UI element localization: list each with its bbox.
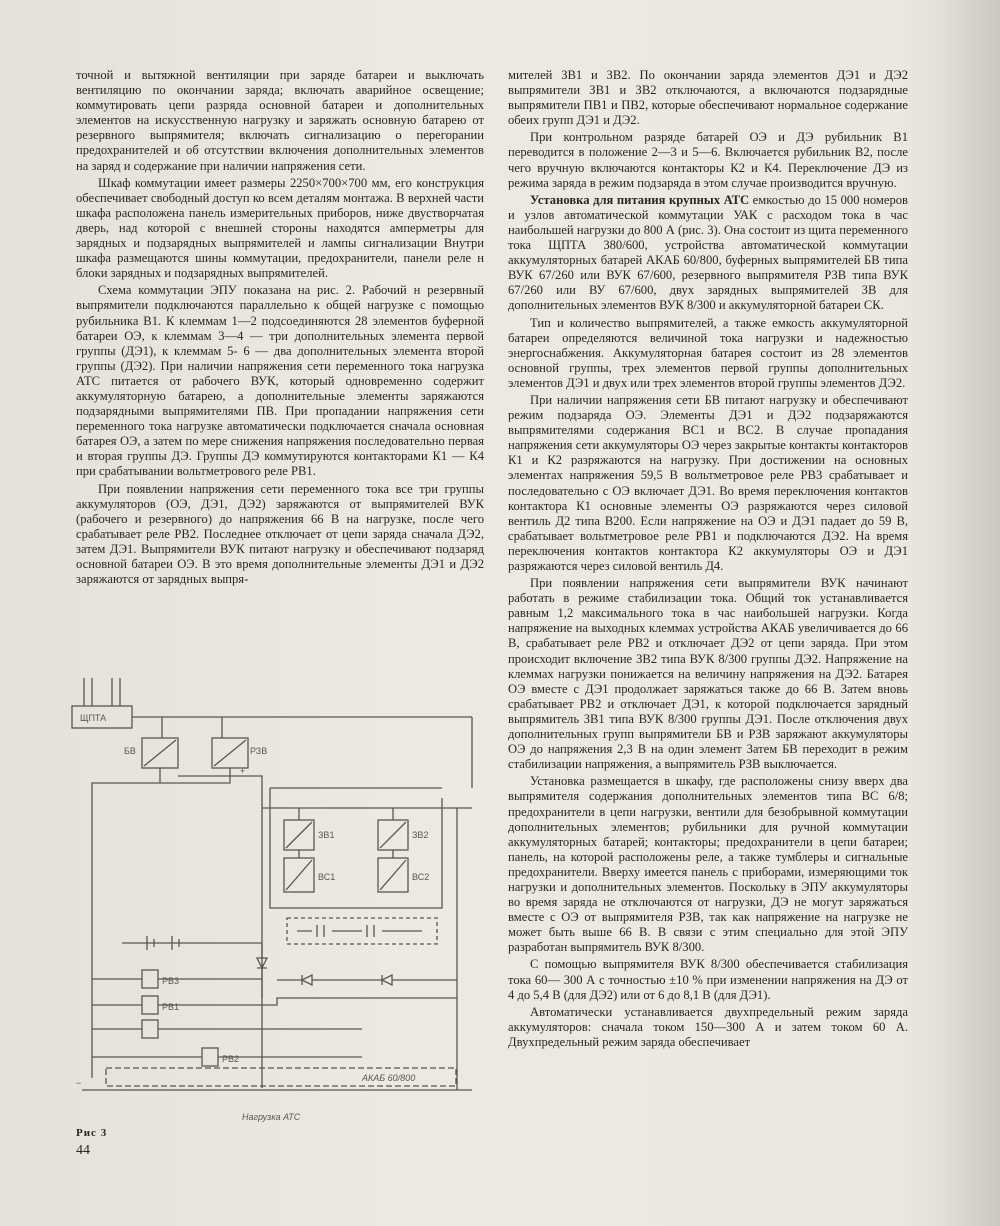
right-paragraph-9: Автоматически устанавливается двухпредельный режим заряда аккумуляторов: сначала током 150—300 А и затем током 60 А. Двухпредельный режим заряда обеспечивает [508,1004,908,1049]
label-rzv: РЗВ [250,746,268,756]
left-paragraph-1: точной и вытяжной вентиляции при заряде батареи и выключать вентиляцию по окончании заряда; включать аварийное освещение; коммутировать цепи разряда основной батареи и дополнительных элементов на искусственную нагрузку и заряжать основную батарею от резервного выпрямителя; включать сигнализацию о перегорании предохранителей и об отсутствии включения дополнительных элементов на заряд и содержание при наличии напряжения сети. [76,68,484,173]
left-paragraph-3: Схема коммутации ЭПУ показана на рис. 2. Рабочий н резервный выпрямители подключаются параллельно к общей нагрузке с помощью рубильника В1. К клеммам 1—2 подсоединяются 28 элементов буферной батареи ОЭ, к клеммам 3—4 — три дополнительных элемента первой группы (ДЭ1), к клеммам 5- 6 — два дополнительных элемента второй группы (ДЭ2). При наличии напряжения сети переменного тока нагрузка АТС питается от рабочего ВУК, который одновременно содержит аккумуляторную батарею, а дополнительные элементы заряжаются подзарядными выпрямителями ПВ. При пропадании напряжения сети переменного тока нагрузке автоматически подключается сначала основная батарея ОЭ, а затем по мере снижения напряжения последовательно первая и вторая группы ДЭ. Группы ДЭ коммутируются контакторами К1 — К4 при срабатывании вольтметрового реле РВ1. [76,283,484,479]
right-paragraph-1: мителей ЗВ1 и ЗВ2. По окончании заряда элементов ДЭ1 и ДЭ2 выпрямители ЗВ1 и ЗВ2 отключаются, а включаются подзарядные выпрямители ПВ1 и ПВ2, которые обеспечивают нормальное содержание обеих групп ДЭ1 и ДЭ2. [508,68,908,128]
left-paragraph-2: Шкаф коммутации имеет размеры 2250×700×700 мм, его конструкция обеспечивает свободный доступ ко всем деталям монтажа. В верхней части шкафа расположена панель измерительных приборов, ниже двустворчатая дверь, над которой с внешней стороны находятся амперметры для зарядных и подзарядных выпрямителей и лампы сигнализации Внутри шкафа размещаются шины коммутации, предохранители, панели реле н блоки зарядных и подзарядных выпрямителей. [76,175,484,281]
label-rv2: РВ2 [222,1054,240,1064]
label-vs1: ВС1 [318,872,336,882]
label-rv3: РВ3 [162,976,180,986]
label-rv1: РВ1 [162,1002,180,1012]
right-column [508,68,908,1052]
left-paragraph-4: При появлении напряжения сети переменного тока все три группы аккумуляторов (ОЭ, ДЭ1, ДЭ2) заряжаются от выпрямителей ВУК (рабочего и резервного) до напряжения 66 В на нагрузке, после чего срабатывает реле РВ2. Последнее отключает от цепи заряда сначала ДЭ2, затем ДЭ1. Выпрямители ВУК питают нагрузку и обеспечивают подзаряд основной батареи ОЭ. В это время дополнительные элементы ДЭ1 и ДЭ2 заряжаются от зарядных выпря- [76,481,484,587]
page-number: 44 [76,1143,90,1158]
page-edge-shadow [940,0,1000,1226]
right-paragraph-2: При контрольном разряде батарей ОЭ и ДЭ рубильник В1 переводится в положение 2—3 и 5—6. Включается рубильник В2, после чего вручную включаются контакторы К2 и К4. Переключение ДЭ из режима заряда в режим подзаряда в этом случае производится вручную. [508,130,908,190]
label-minus: − [76,1078,82,1088]
right-paragraph-5: При наличии напряжения сети БВ питают нагрузку и обеспечивают режим подзаряда ОЭ. Элементы ДЭ1 и ДЭ2 подзаряжаются выпрямителями содержания ВС1 и ВС2. В случае пропадания напряжения сети аккумуляторы ОЭ через закрытые контакты контакторов К1 и К2 разряжаются на нагрузку. При достижении на основных элементах напряжения 59,5 В вольтметровое реле РВ3 срабатывает и последовательно с ОЭ включает ДЭ1. Во время переключения контактов контактора К1 основные элементы ОЭ разряжаются через силовой вентиль Д2 типа В200. Если напряжение на ОЭ и ДЭ1 падает до 59 В, срабатывает вольтметровое реле РВ1 и подключаются ДЭ2. На время переключения контактов контактора К2 аккумуляторы ОЭ и ДЭ1 разряжаются через силовой вентиль Д4. [508,392,908,573]
figure-caption: Рис 3 [76,1127,108,1139]
section-body: емкостью до 15 000 номеров и узлов автоматической коммутации УАК с расходом тока в час наибольшей нагрузки до 800 А (рис. 3). Она состоит из щита переменного тока ЩПТА 380/600, устройства автоматической коммутации аккумуляторных батарей АКАБ 60/800, буферных выпрямителей БВ типа ВУК 67/260 или ВУК 67/600, резервного выпрямителя РЗВ типа ВУК 67/260 или ВУ 67/600, двух зарядных выпрямителей ЗВ для дополнительных элементов ВУК 8/300 и аккумуляторной батареи СК. [508,192,908,313]
circuit-diagram [62,658,482,1128]
label-zv1: ЗВ1 [318,830,335,840]
right-paragraph-7: Установка размещается в шкафу, где расположены снизу вверх два выпрямителя содержания дополнительных элементов типа ВС 6/8; предохранители в цепи нагрузки, вентили для безобрывной коммутации дополнительных элементов; рубильники для ручной коммутации аккумуляторных батарей; контакторы; предохранители в цепи батареи; панель, на которой расположены реле, а также тумблеры и сигнальные предохранители. Вверху имеется панель с приборами, измеряющими ток нагрузки и дополнительных элементов. Поскольку в ЭПУ аккумуляторы во время заряда не отключаются от нагрузки, ДЭ не могут заряжаться вместе с ОЭ от выпрямителя РЗВ, так как напряжение на нагрузке не может быть выше 66 В. В связи с этим специально для этой ЭПУ разработан выпрямитель ВУК 8/300. [508,774,908,955]
label-vs2: ВС2 [412,872,430,882]
label-plus: + [240,766,246,776]
label-zv2: ЗВ2 [412,830,429,840]
right-paragraph-6: При появлении напряжения сети выпрямители ВУК начинают работать в режиме стабилизации тока. Общий ток устанавливается равным 1,2 максимального тока в час наибольшей нагрузки. Когда напряжение на выходных клеммах устройства АКАБ увеличивается до 66 В, срабатывает реле РВ2 и отключает ДЭ2 от цепи заряда. При этом происходит включение ЗВ2 типа ВУК 8/300 группы ДЭ2. Напряжение на клеммах нагрузки понижается на величину напряжения на ДЭ2. Батарея ОЭ вместе с ДЭ1 продолжает заряжаться также до 66 В. Затем вновь срабатывает РВ2 и отключает ДЭ1, к которой подключается зарядный выпрямитель ЗВ1 типа ВУК 8/300 группы ДЭ1. После отключения двух дополнительных групп выпрямители БВ и РЗВ заряжают аккумуляторы ОЭ до напряжения 2,3 В на один элемент Затем БВ переходит в режим стабилизации напряжения, а выпрямитель РЗВ выключается. [508,576,908,772]
label-akab: АКАБ 60/800 [362,1073,416,1083]
section-heading: Установка для питания крупных АТС [530,192,750,207]
label-shchpta: ЩПТА [80,713,107,723]
left-column [76,68,484,589]
label-load: Нагрузка АТС [242,1112,301,1122]
right-paragraph-3 [508,193,908,314]
right-paragraph-8: С помощью выпрямителя ВУК 8/300 обеспечивается стабилизация тока 60— 300 А с точностью ±10 % при изменении напряжения на ДЭ от 4 до 5,4 В (для ДЭ2) или от 6 до 8,1 В (для ДЭ1). [508,957,908,1002]
right-paragraph-4: Тип и количество выпрямителей, а также емкость аккумуляторной батареи определяются величиной тока нагрузки и надежностью энергоснабжения. Аккумуляторная батарея состоит из 28 элементов основной группы, трех элементов первой группы дополнительных элементов ДЭ1 и двух или трех элементов второй группы элементов ДЭ2. [508,315,908,390]
label-bv: БВ [124,746,136,756]
